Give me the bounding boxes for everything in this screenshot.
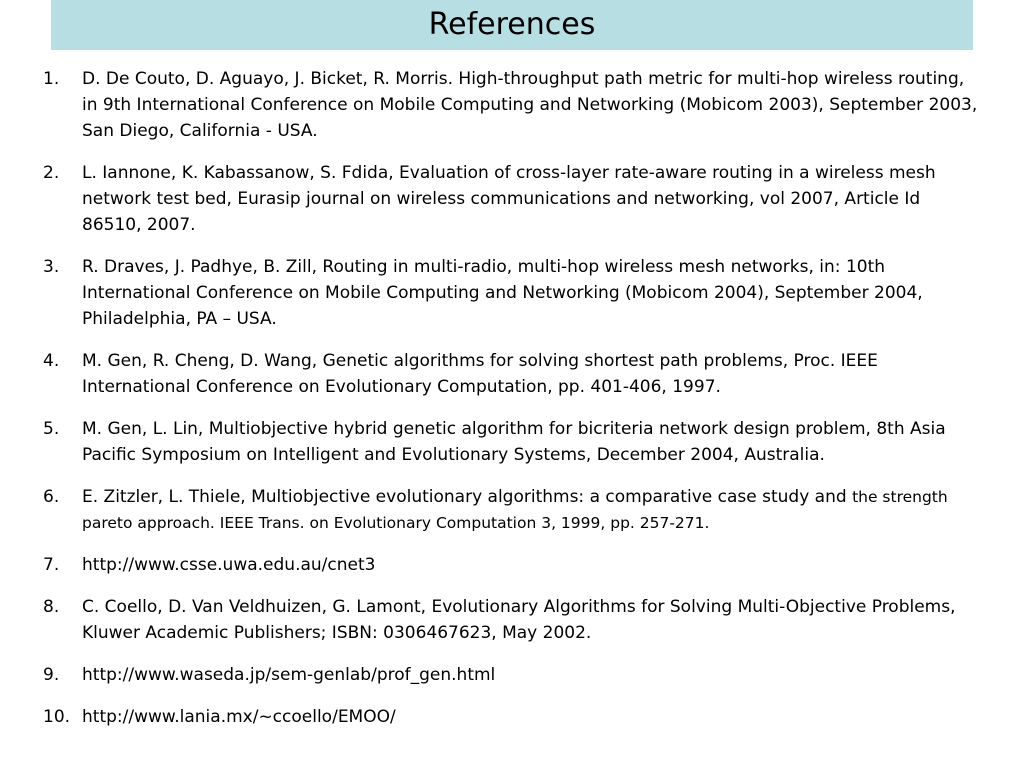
reference-item-3 xyxy=(0,254,1024,332)
reference-text: M. Gen, L. Lin, Multiobjective hybrid genetic algorithm for bicriteria network design problem, 8th Asia Pacific Symposium on Intelligent and Evolutionary Systems, December 2004, Australia. xyxy=(82,419,946,465)
reference-text: L. Iannone, K. Kabassanow, S. Fdida, Evaluation of cross-layer rate-aware routing in a wireless mesh network test bed, Eurasip journal on wireless communications and networking, vol 2007, Article Id 86510, 2007. xyxy=(82,163,936,235)
reference-number: 2. xyxy=(43,163,60,183)
reference-link[interactable]: http://www.csse.uwa.edu.au/cnet3 xyxy=(82,555,376,575)
reference-item-6 xyxy=(0,484,1024,536)
reference-list xyxy=(0,66,1024,744)
reference-item-9 xyxy=(0,662,1024,688)
reference-item-10 xyxy=(0,704,1024,730)
reference-item-4 xyxy=(0,348,1024,400)
page-title: References xyxy=(428,7,596,42)
reference-number: 5. xyxy=(43,419,60,439)
reference-number: 7. xyxy=(43,555,60,575)
reference-link[interactable]: http://www.waseda.jp/sem-genlab/prof_gen.html xyxy=(82,665,496,685)
reference-text-small: the strength pareto approach. IEEE Trans. on Evolutionary Computation 3, 1999, pp. 257-271. xyxy=(82,488,948,532)
reference-item-7 xyxy=(0,552,1024,578)
reference-item-8 xyxy=(0,594,1024,646)
reference-text: C. Coello, D. Van Veldhuizen, G. Lamont, Evolutionary Algorithms for Solving Multi-Objective Problems, Kluwer Academic Publishers; ISBN: 0306467623, May 2002. xyxy=(82,597,956,643)
reference-item-5 xyxy=(0,416,1024,468)
reference-number: 8. xyxy=(43,597,60,617)
title-bar xyxy=(51,0,973,50)
reference-number: 9. xyxy=(43,665,60,685)
reference-item-2 xyxy=(0,160,1024,238)
reference-number: 6. xyxy=(43,487,60,507)
reference-number: 4. xyxy=(43,351,60,371)
reference-number: 3. xyxy=(43,257,60,277)
reference-text-main: E. Zitzler, L. Thiele, Multiobjective evolutionary algorithms: a comparative case study and xyxy=(82,487,847,507)
reference-number: 1. xyxy=(43,69,60,89)
reference-text: D. De Couto, D. Aguayo, J. Bicket, R. Morris. High-throughput path metric for multi-hop wireless routing, in 9th International Conference on Mobile Computing and Networking (Mobicom 2003), September 2003, San Diego, California - USA. xyxy=(82,69,978,141)
reference-text: R. Draves, J. Padhye, B. Zill, Routing in multi-radio, multi-hop wireless mesh networks, in: 10th International Conference on Mobile Computing and Networking (Mobicom 2004), September 2004, Philadelphia, PA – USA. xyxy=(82,257,923,329)
reference-text: M. Gen, R. Cheng, D. Wang, Genetic algorithms for solving shortest path problems, Proc. IEEE International Conference on Evolutionary Computation, pp. 401-406, 1997. xyxy=(82,351,878,397)
reference-item-1 xyxy=(0,66,1024,144)
reference-number: 10. xyxy=(43,707,71,727)
reference-link[interactable]: http://www.lania.mx/~ccoello/EMOO/ xyxy=(82,707,396,727)
